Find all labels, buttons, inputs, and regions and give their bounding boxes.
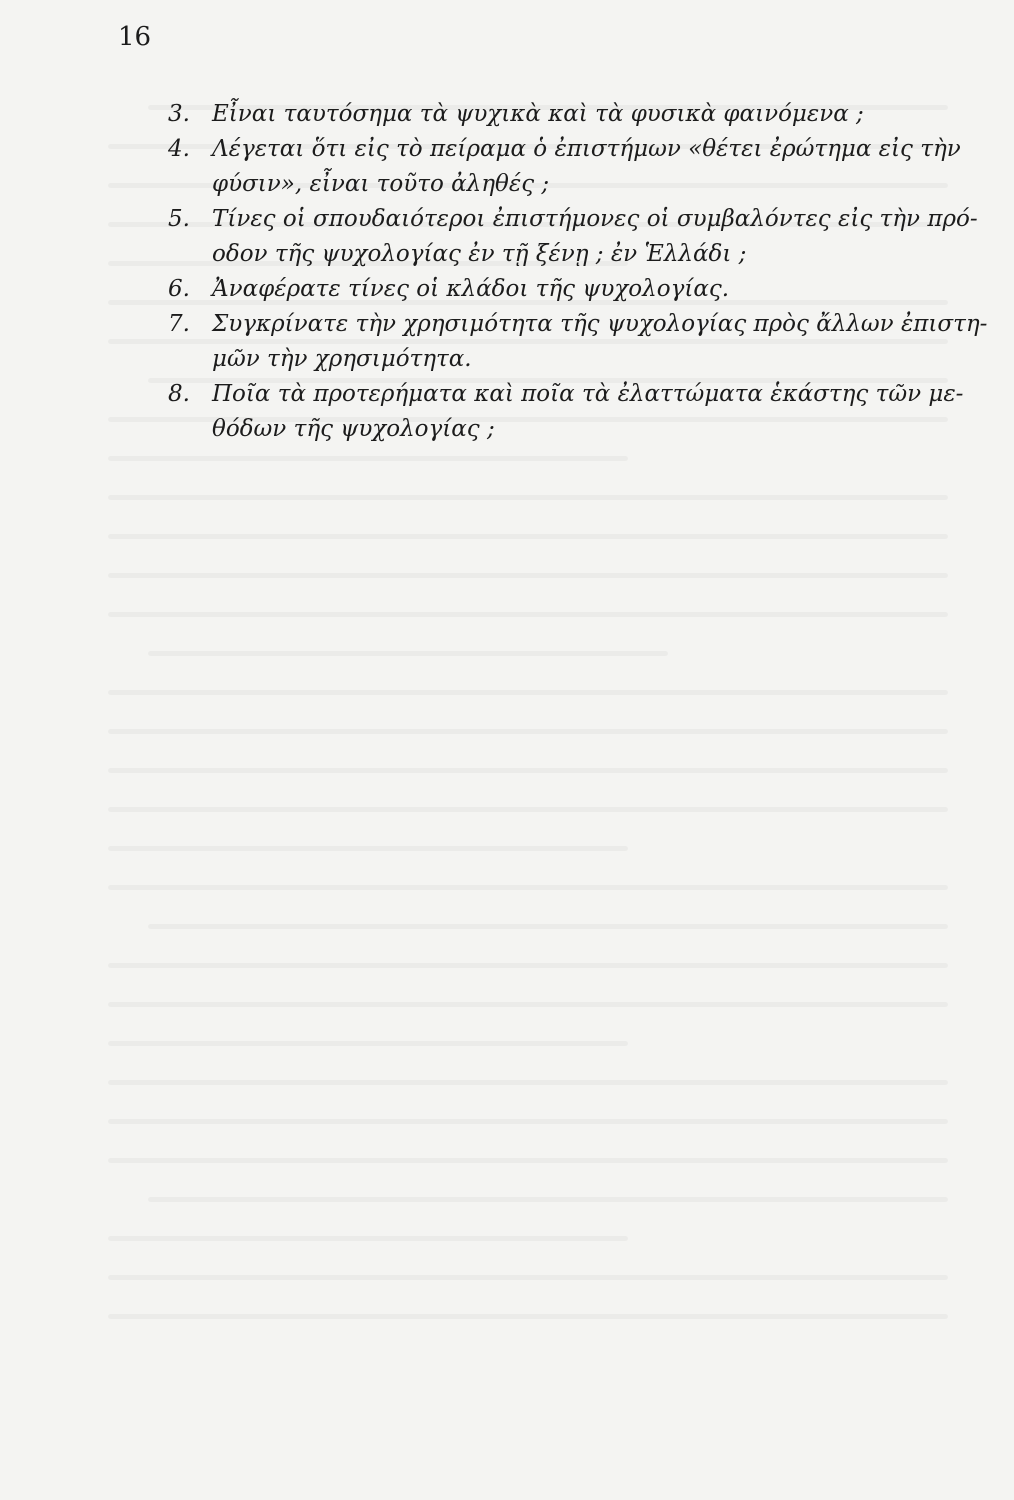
show-through-line: [148, 924, 948, 929]
question-item: [168, 132, 968, 202]
question-list: [168, 97, 988, 447]
show-through-line: [108, 1041, 628, 1046]
question-item: [168, 272, 968, 307]
show-through-line: [148, 651, 668, 656]
show-through-line: [108, 495, 948, 500]
question-line: μῶν τὴν χρησιμότητα.: [212, 346, 472, 372]
show-through-line: [108, 1158, 948, 1163]
show-through-line: [108, 1314, 948, 1319]
show-through-line: [108, 729, 948, 734]
show-through-line: [108, 1119, 948, 1124]
show-through-line: [108, 612, 948, 617]
question-number: 5.: [168, 206, 190, 232]
show-through-line: [108, 573, 948, 578]
question-item: [168, 307, 988, 377]
question-text: [212, 202, 978, 272]
question-number: 7.: [168, 311, 190, 337]
question-line: Τίνες οἱ σπουδαιότεροι ἐπιστήμονες οἱ συμβαλόντες εἰς τὴν πρό-: [212, 206, 978, 232]
show-through-line: [108, 846, 628, 851]
show-through-line: [108, 1002, 948, 1007]
question-line: Συγκρίνατε τὴν χρησιμότητα τῆς ψυχολογίας πρὸς ἄλλων ἐπιστη-: [212, 311, 988, 337]
question-text: [212, 377, 968, 447]
question-number: 8.: [168, 381, 190, 407]
show-through-line: [108, 534, 948, 539]
show-through-line: [108, 768, 948, 773]
show-through-line: [108, 1236, 628, 1241]
show-through-line: [108, 1275, 948, 1280]
question-item: [168, 377, 968, 447]
show-through-line: [108, 807, 948, 812]
question-line: Λέγεται ὅτι εἰς τὸ πείραμα ὁ ἐπιστήμων «θέτει ἐρώτημα εἰς τὴν: [212, 136, 961, 162]
question-number: 4.: [168, 136, 190, 162]
question-text: [212, 132, 968, 202]
question-line: οδον τῆς ψυχολογίας ἐν τῇ ξένῃ ; ἐν Ἑλλάδι ;: [212, 241, 747, 267]
question-text: [212, 97, 968, 132]
question-text: [212, 272, 968, 307]
question-line: Ποῖα τὰ προτερήματα καὶ ποῖα τὰ ἐλαττώματα ἑκάστης τῶν με-: [212, 381, 964, 407]
question-number: 3.: [168, 101, 190, 127]
show-through-line: [148, 1197, 948, 1202]
question-line: Ἀναφέρατε τίνες οἱ κλάδοι τῆς ψυχολογίας.: [212, 276, 730, 302]
question-item: [168, 202, 978, 272]
show-through-line: [108, 885, 948, 890]
show-through-line: [108, 1080, 948, 1085]
question-text: [212, 307, 987, 377]
show-through-line: [108, 963, 948, 968]
question-item: [168, 97, 968, 132]
show-through-line: [108, 690, 948, 695]
show-through-line: [108, 456, 628, 461]
question-line: φύσιν», εἶναι τοῦτο ἀληθές ;: [212, 171, 550, 197]
question-line: Εἶναι ταυτόσημα τὰ ψυχικὰ καὶ τὰ φυσικὰ φαινόμενα ;: [212, 101, 864, 127]
question-number: 6.: [168, 276, 190, 302]
page-number: 16: [118, 22, 152, 52]
question-line: θόδων τῆς ψυχολογίας ;: [212, 416, 495, 442]
